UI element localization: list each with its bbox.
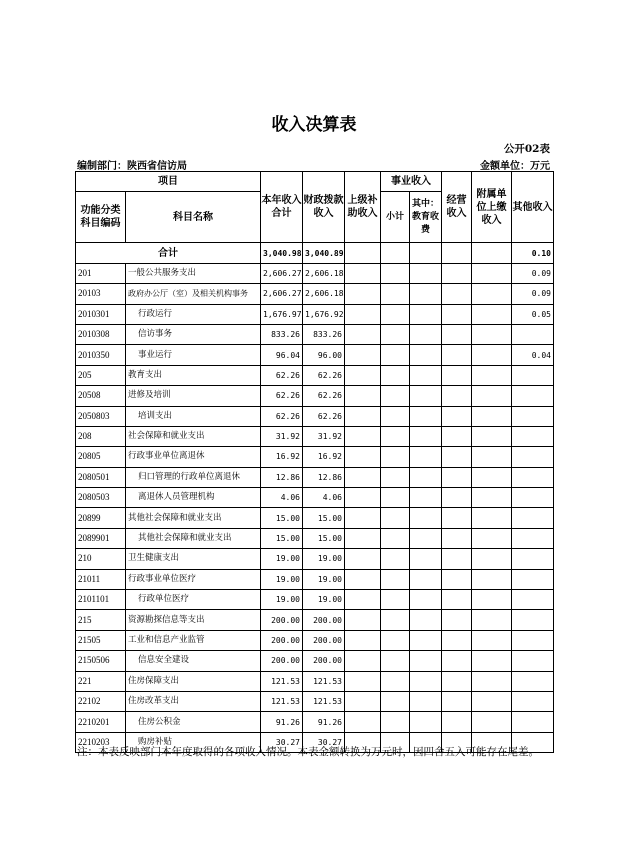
row-operating (442, 569, 472, 589)
total-upper (345, 243, 381, 263)
total-row (76, 243, 554, 263)
row-affiliated (472, 508, 512, 528)
row-operating (442, 324, 472, 344)
row-current: 62.26 (261, 406, 303, 426)
row-name: 教育支出 (126, 365, 261, 385)
row-fiscal: 91.26 (303, 712, 345, 732)
row-code: 215 (76, 610, 126, 630)
row-operating (442, 386, 472, 406)
row-code: 208 (76, 426, 126, 446)
row-name: 培训支出 (126, 406, 261, 426)
row-edu (410, 426, 442, 446)
row-code: 20805 (76, 447, 126, 467)
row-name: 住房公积金 (126, 712, 261, 732)
table-row (76, 569, 554, 589)
row-code: 21505 (76, 630, 126, 650)
table-row (76, 488, 554, 508)
row-other (512, 651, 554, 671)
income-table (75, 171, 554, 753)
row-affiliated (472, 447, 512, 467)
table-row (76, 284, 554, 304)
row-code: 2050803 (76, 406, 126, 426)
row-subtotal (381, 447, 410, 467)
table-row (76, 447, 554, 467)
row-edu (410, 671, 442, 691)
row-edu (410, 263, 442, 283)
row-code: 2010350 (76, 345, 126, 365)
table-row (76, 263, 554, 283)
row-upper (345, 651, 381, 671)
row-edu (410, 508, 442, 528)
header-item: 项目 (76, 172, 261, 192)
row-edu (410, 630, 442, 650)
row-edu (410, 324, 442, 344)
row-code: 2150506 (76, 651, 126, 671)
row-other (512, 691, 554, 711)
header-subtotal: 小计 (381, 192, 410, 243)
row-fiscal: 200.00 (303, 630, 345, 650)
table-row (76, 406, 554, 426)
row-edu (410, 467, 442, 487)
row-operating (442, 549, 472, 569)
total-operating (442, 243, 472, 263)
row-fiscal: 16.92 (303, 447, 345, 467)
row-subtotal (381, 528, 410, 548)
row-upper (345, 284, 381, 304)
row-current: 200.00 (261, 630, 303, 650)
row-code: 21011 (76, 569, 126, 589)
row-current: 15.00 (261, 528, 303, 548)
table-row (76, 426, 554, 446)
row-name: 行政运行 (126, 304, 261, 324)
row-current: 121.53 (261, 691, 303, 711)
row-operating (442, 488, 472, 508)
row-fiscal: 15.00 (303, 508, 345, 528)
row-operating (442, 590, 472, 610)
row-other: 0.09 (512, 263, 554, 283)
row-affiliated (472, 569, 512, 589)
row-affiliated (472, 712, 512, 732)
row-name: 事业运行 (126, 345, 261, 365)
row-upper (345, 569, 381, 589)
row-fiscal: 19.00 (303, 549, 345, 569)
row-affiliated (472, 426, 512, 446)
row-current: 1,676.97 (261, 304, 303, 324)
row-current: 19.00 (261, 549, 303, 569)
row-operating (442, 691, 472, 711)
row-current: 19.00 (261, 569, 303, 589)
row-fiscal: 1,676.92 (303, 304, 345, 324)
department-label: 编制部门：陕西省信访局 (77, 161, 187, 172)
row-edu (410, 569, 442, 589)
header-subject: 科目名称 (126, 192, 261, 243)
row-other (512, 671, 554, 691)
row-other (512, 447, 554, 467)
row-name: 信访事务 (126, 324, 261, 344)
row-subtotal (381, 508, 410, 528)
total-current: 3,040.98 (261, 243, 303, 263)
row-current: 16.92 (261, 447, 303, 467)
row-upper (345, 590, 381, 610)
header-operating-income: 经营收入 (442, 172, 472, 243)
row-name: 离退休人员管理机构 (126, 488, 261, 508)
row-subtotal (381, 590, 410, 610)
row-current: 96.04 (261, 345, 303, 365)
row-code: 20508 (76, 386, 126, 406)
row-upper (345, 671, 381, 691)
row-fiscal: 31.92 (303, 426, 345, 446)
table-row (76, 630, 554, 650)
row-current: 4.06 (261, 488, 303, 508)
header-row (76, 172, 554, 192)
table-row (76, 610, 554, 630)
table-row (76, 304, 554, 324)
row-affiliated (472, 304, 512, 324)
row-code: 221 (76, 671, 126, 691)
total-edu (410, 243, 442, 263)
table-row (76, 651, 554, 671)
row-edu (410, 447, 442, 467)
row-upper (345, 467, 381, 487)
row-code: 201 (76, 263, 126, 283)
row-operating (442, 284, 472, 304)
row-code: 22102 (76, 691, 126, 711)
row-current: 31.92 (261, 426, 303, 446)
row-affiliated (472, 263, 512, 283)
row-operating (442, 712, 472, 732)
row-affiliated (472, 671, 512, 691)
row-operating (442, 651, 472, 671)
row-subtotal (381, 549, 410, 569)
table-row (76, 549, 554, 569)
row-operating (442, 630, 472, 650)
row-other (512, 712, 554, 732)
table-row (76, 324, 554, 344)
row-other (512, 467, 554, 487)
row-subtotal (381, 467, 410, 487)
row-name: 进修及培训 (126, 386, 261, 406)
row-name: 购房补贴 (126, 732, 261, 752)
row-subtotal (381, 284, 410, 304)
row-other: 0.05 (512, 304, 554, 324)
row-operating (442, 304, 472, 324)
row-current: 91.26 (261, 712, 303, 732)
row-name: 其他社会保障和就业支出 (126, 528, 261, 548)
row-subtotal (381, 406, 410, 426)
row-affiliated (472, 549, 512, 569)
row-subtotal (381, 488, 410, 508)
table-row (76, 712, 554, 732)
row-code: 2080503 (76, 488, 126, 508)
row-edu (410, 406, 442, 426)
row-subtotal (381, 610, 410, 630)
row-other (512, 590, 554, 610)
row-edu (410, 528, 442, 548)
row-current: 200.00 (261, 610, 303, 630)
row-affiliated (472, 691, 512, 711)
table-row (76, 386, 554, 406)
row-other (512, 569, 554, 589)
header-upper-subsidy: 上级补助收入 (345, 172, 381, 243)
row-subtotal (381, 630, 410, 650)
row-code: 20899 (76, 508, 126, 528)
row-upper (345, 406, 381, 426)
row-name: 行政事业单位离退休 (126, 447, 261, 467)
table-row (76, 671, 554, 691)
row-name: 工业和信息产业监管 (126, 630, 261, 650)
row-other (512, 630, 554, 650)
row-affiliated (472, 651, 512, 671)
row-upper (345, 549, 381, 569)
row-edu (410, 488, 442, 508)
row-subtotal (381, 651, 410, 671)
row-affiliated (472, 590, 512, 610)
row-current: 19.00 (261, 590, 303, 610)
row-name: 信息安全建设 (126, 651, 261, 671)
row-name: 归口管理的行政单位离退休 (126, 467, 261, 487)
row-subtotal (381, 324, 410, 344)
row-upper (345, 386, 381, 406)
table-row (76, 528, 554, 548)
row-fiscal: 2,606.18 (303, 263, 345, 283)
row-affiliated (472, 528, 512, 548)
form-number: 公开02表 (503, 143, 550, 155)
row-name: 政府办公厅（室）及相关机构事务 (126, 284, 261, 304)
row-fiscal: 15.00 (303, 528, 345, 548)
row-operating (442, 365, 472, 385)
table-row (76, 345, 554, 365)
header-func-code: 功能分类科目编码 (76, 192, 126, 243)
row-operating (442, 528, 472, 548)
row-affiliated (472, 406, 512, 426)
row-affiliated (472, 345, 512, 365)
row-code: 2010301 (76, 304, 126, 324)
unit-label: 金额单位：万元 (480, 161, 550, 172)
header-current-income: 本年收入合计 (261, 172, 303, 243)
row-fiscal: 4.06 (303, 488, 345, 508)
row-upper (345, 365, 381, 385)
row-edu (410, 691, 442, 711)
row-upper (345, 426, 381, 446)
row-edu (410, 651, 442, 671)
row-name: 资源勘探信息等支出 (126, 610, 261, 630)
row-operating (442, 508, 472, 528)
row-code: 2089901 (76, 528, 126, 548)
row-upper (345, 630, 381, 650)
table-row (76, 365, 554, 385)
row-operating (442, 671, 472, 691)
table-row (76, 508, 554, 528)
row-code: 2210201 (76, 712, 126, 732)
row-name: 住房保障支出 (126, 671, 261, 691)
row-code: 20103 (76, 284, 126, 304)
total-subtotal (381, 243, 410, 263)
table-row (76, 590, 554, 610)
row-edu (410, 386, 442, 406)
row-subtotal (381, 304, 410, 324)
row-upper (345, 263, 381, 283)
row-fiscal: 62.26 (303, 406, 345, 426)
row-fiscal: 833.26 (303, 324, 345, 344)
row-fiscal: 96.00 (303, 345, 345, 365)
row-affiliated (472, 467, 512, 487)
row-name: 行政单位医疗 (126, 590, 261, 610)
table-row (76, 467, 554, 487)
row-current: 200.00 (261, 651, 303, 671)
row-name: 其他社会保障和就业支出 (126, 508, 261, 528)
row-edu (410, 284, 442, 304)
row-other (512, 406, 554, 426)
row-name: 卫生健康支出 (126, 549, 261, 569)
row-affiliated (472, 386, 512, 406)
row-code: 2101101 (76, 590, 126, 610)
row-fiscal: 200.00 (303, 610, 345, 630)
row-fiscal: 62.26 (303, 386, 345, 406)
row-edu (410, 712, 442, 732)
total-affiliated (472, 243, 512, 263)
row-other: 0.04 (512, 345, 554, 365)
header-affiliated: 附属单位上缴收入 (472, 172, 512, 243)
row-subtotal (381, 386, 410, 406)
row-fiscal: 62.26 (303, 365, 345, 385)
row-edu (410, 610, 442, 630)
row-upper (345, 488, 381, 508)
row-subtotal (381, 691, 410, 711)
row-affiliated (472, 630, 512, 650)
row-fiscal: 121.53 (303, 671, 345, 691)
row-subtotal (381, 263, 410, 283)
row-upper (345, 447, 381, 467)
row-upper (345, 691, 381, 711)
row-code: 2210203 (76, 732, 126, 752)
row-affiliated (472, 488, 512, 508)
row-affiliated (472, 610, 512, 630)
row-upper (345, 508, 381, 528)
row-code: 2010308 (76, 324, 126, 344)
row-other (512, 426, 554, 446)
footnote: 注：本表反映部门本年度取得的各项收入情况。本表金额转换为万元时，因四舍五入可能存在尾差。 (77, 746, 539, 758)
row-affiliated (472, 324, 512, 344)
row-current: 2,606.27 (261, 284, 303, 304)
row-subtotal (381, 365, 410, 385)
row-upper (345, 345, 381, 365)
row-other (512, 508, 554, 528)
row-subtotal (381, 426, 410, 446)
header-of-which-edu: 其中：教育收费 (410, 192, 442, 243)
total-fiscal: 3,040.89 (303, 243, 345, 263)
row-other (512, 365, 554, 385)
row-other: 0.09 (512, 284, 554, 304)
row-name: 行政事业单位医疗 (126, 569, 261, 589)
page-title: 收入决算表 (271, 115, 357, 135)
header-other-income: 其他收入 (512, 172, 554, 243)
row-upper (345, 610, 381, 630)
row-name: 一般公共服务支出 (126, 263, 261, 283)
row-operating (442, 426, 472, 446)
row-fiscal: 121.53 (303, 691, 345, 711)
table-row (76, 691, 554, 711)
row-edu (410, 304, 442, 324)
row-fiscal: 19.00 (303, 569, 345, 589)
row-code: 205 (76, 365, 126, 385)
row-upper (345, 324, 381, 344)
row-current: 62.26 (261, 365, 303, 385)
row-code: 210 (76, 549, 126, 569)
row-edu (410, 365, 442, 385)
row-affiliated (472, 365, 512, 385)
row-upper (345, 528, 381, 548)
row-other (512, 549, 554, 569)
row-name: 社会保障和就业支出 (126, 426, 261, 446)
row-subtotal (381, 671, 410, 691)
row-operating (442, 467, 472, 487)
row-upper (345, 304, 381, 324)
header-fiscal-alloc: 财政拨款收入 (303, 172, 345, 243)
row-edu (410, 590, 442, 610)
row-fiscal: 12.86 (303, 467, 345, 487)
row-operating (442, 345, 472, 365)
row-operating (442, 406, 472, 426)
row-current: 30.27 (261, 732, 303, 752)
row-operating (442, 610, 472, 630)
row-other (512, 488, 554, 508)
row-edu (410, 549, 442, 569)
row-fiscal: 19.00 (303, 590, 345, 610)
row-current: 62.26 (261, 386, 303, 406)
row-edu (410, 345, 442, 365)
row-other (512, 528, 554, 548)
total-other: 0.10 (512, 243, 554, 263)
row-operating (442, 263, 472, 283)
row-other (512, 610, 554, 630)
row-other (512, 386, 554, 406)
row-current: 121.53 (261, 671, 303, 691)
row-fiscal: 30.27 (303, 732, 345, 752)
header-business-income: 事业收入 (381, 172, 442, 192)
row-fiscal: 2,606.18 (303, 284, 345, 304)
row-code: 2080501 (76, 467, 126, 487)
row-current: 12.86 (261, 467, 303, 487)
row-subtotal (381, 345, 410, 365)
row-operating (442, 447, 472, 467)
row-other (512, 324, 554, 344)
row-subtotal (381, 569, 410, 589)
total-label: 合计 (76, 243, 261, 263)
row-name: 住房改革支出 (126, 691, 261, 711)
row-affiliated (472, 284, 512, 304)
row-fiscal: 200.00 (303, 651, 345, 671)
row-current: 833.26 (261, 324, 303, 344)
row-subtotal (381, 712, 410, 732)
row-current: 15.00 (261, 508, 303, 528)
row-upper (345, 712, 381, 732)
row-current: 2,606.27 (261, 263, 303, 283)
